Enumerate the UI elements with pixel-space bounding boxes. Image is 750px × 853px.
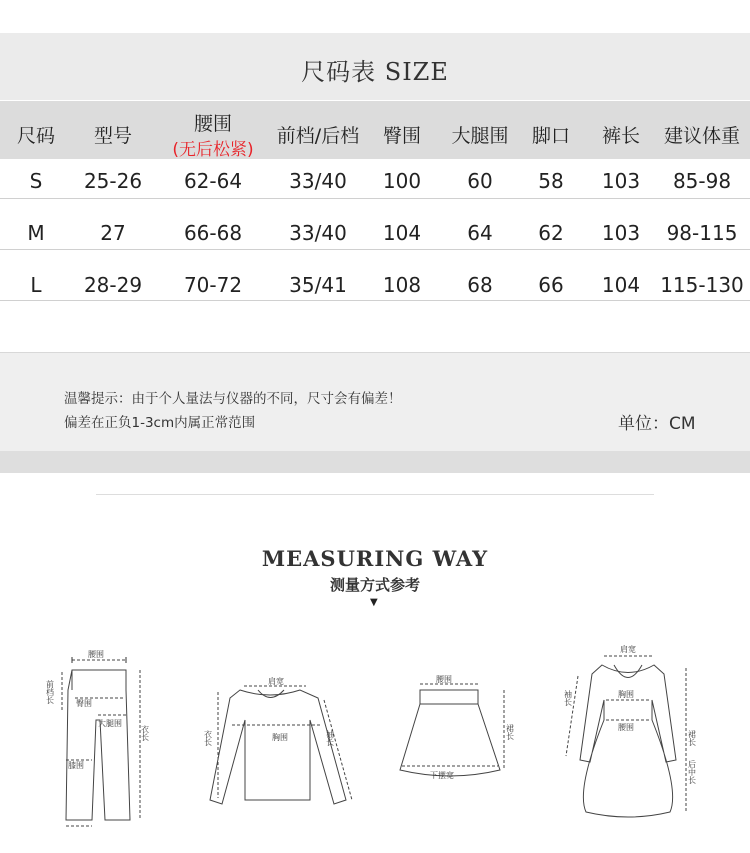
cell-rise: 33/40 xyxy=(289,221,347,245)
cell-size: L xyxy=(30,273,42,297)
cell-size: M xyxy=(27,221,45,245)
dress-back-length-label: 后中长 xyxy=(687,760,697,784)
skirt-length-label: 裙长 xyxy=(505,724,515,740)
note-line-1: 温馨提示：由于个人量法与仪器的不同，尺寸会有偏差！ xyxy=(64,391,402,407)
header-waist: 腰围 xyxy=(193,113,232,135)
skirt-diagram xyxy=(400,684,504,776)
pants-length-label: 衣长 xyxy=(140,725,150,741)
top-chest-label: 胸围 xyxy=(272,733,288,742)
cell-waist: 70-72 xyxy=(183,273,243,297)
top-sleeve-label: 袖长 xyxy=(325,730,335,746)
cell-weight: 115-130 xyxy=(660,273,744,297)
header-model: 型号 xyxy=(93,125,132,147)
cell-weight: 85-98 xyxy=(672,169,732,193)
pants-waist-label: 腰围 xyxy=(88,650,104,659)
pants-knee-label: 膝围 xyxy=(68,761,84,770)
cell-size: S xyxy=(29,169,43,193)
pants-thigh-label: 大腿围 xyxy=(98,719,122,728)
cell-leg-opening: 62 xyxy=(538,221,564,245)
cell-leg-opening: 66 xyxy=(538,273,564,297)
header-weight: 建议体重 xyxy=(663,125,740,147)
pants-diagram xyxy=(62,660,140,826)
cell-length: 103 xyxy=(601,169,641,193)
cell-hip: 100 xyxy=(382,169,422,193)
header-rise: 前档/后档 xyxy=(276,125,360,147)
skirt-hem-label: 下摆宽 xyxy=(430,771,454,780)
header-waist-note: (无后松紧) xyxy=(172,140,254,160)
dress-sleeve-line xyxy=(563,676,578,756)
header-length: 裤长 xyxy=(601,125,640,147)
cell-hip: 104 xyxy=(382,221,422,245)
cell-model: 28-29 xyxy=(83,273,143,297)
cell-leg-opening: 58 xyxy=(538,169,564,193)
dress-diagram xyxy=(563,656,686,817)
dress-shoulder-label: 肩宽 xyxy=(620,645,636,654)
cell-model: 27 xyxy=(100,221,126,245)
cell-length: 104 xyxy=(601,273,641,297)
dress-sleeve-label: 袖长 xyxy=(563,690,573,706)
measuring-subtitle: 测量方式参考 xyxy=(329,576,420,594)
cell-hip: 108 xyxy=(382,273,422,297)
dress-chest-label: 胸围 xyxy=(618,690,634,699)
measuring-title: MEASURING WAY xyxy=(261,546,489,571)
header-leg-opening: 脚口 xyxy=(531,125,570,147)
cell-weight: 98-115 xyxy=(666,221,738,245)
down-arrow-icon: ▼ xyxy=(370,597,378,608)
pants-rise-label: 前档长 xyxy=(45,680,55,704)
cell-rise: 33/40 xyxy=(289,169,347,193)
dress-skirt-length-label: 裙长 xyxy=(687,730,697,746)
top-length-label: 衣长 xyxy=(203,730,213,746)
cell-waist: 62-64 xyxy=(183,169,243,193)
unit-label: 单位：CM xyxy=(618,414,696,434)
note-line-2: 偏差在正负1-3cm内属正常范围 xyxy=(64,415,256,431)
cell-thigh: 64 xyxy=(467,221,493,245)
cell-thigh: 68 xyxy=(467,273,493,297)
dress-waist-label: 腰围 xyxy=(618,723,634,732)
cell-waist: 66-68 xyxy=(183,221,243,245)
cell-model: 25-26 xyxy=(83,169,143,193)
cell-rise: 35/41 xyxy=(289,273,347,297)
pants-hip-label: 臀围 xyxy=(76,699,92,708)
top-shoulder-label: 肩宽 xyxy=(268,677,284,686)
cell-length: 103 xyxy=(601,221,641,245)
chart-title: 尺码表 SIZE xyxy=(301,58,449,86)
skirt-waist-label: 腰围 xyxy=(436,675,452,684)
header-size: 尺码 xyxy=(16,125,55,147)
header-hip: 臀围 xyxy=(382,125,421,147)
cell-thigh: 60 xyxy=(467,169,493,193)
header-thigh: 大腿围 xyxy=(451,125,509,147)
